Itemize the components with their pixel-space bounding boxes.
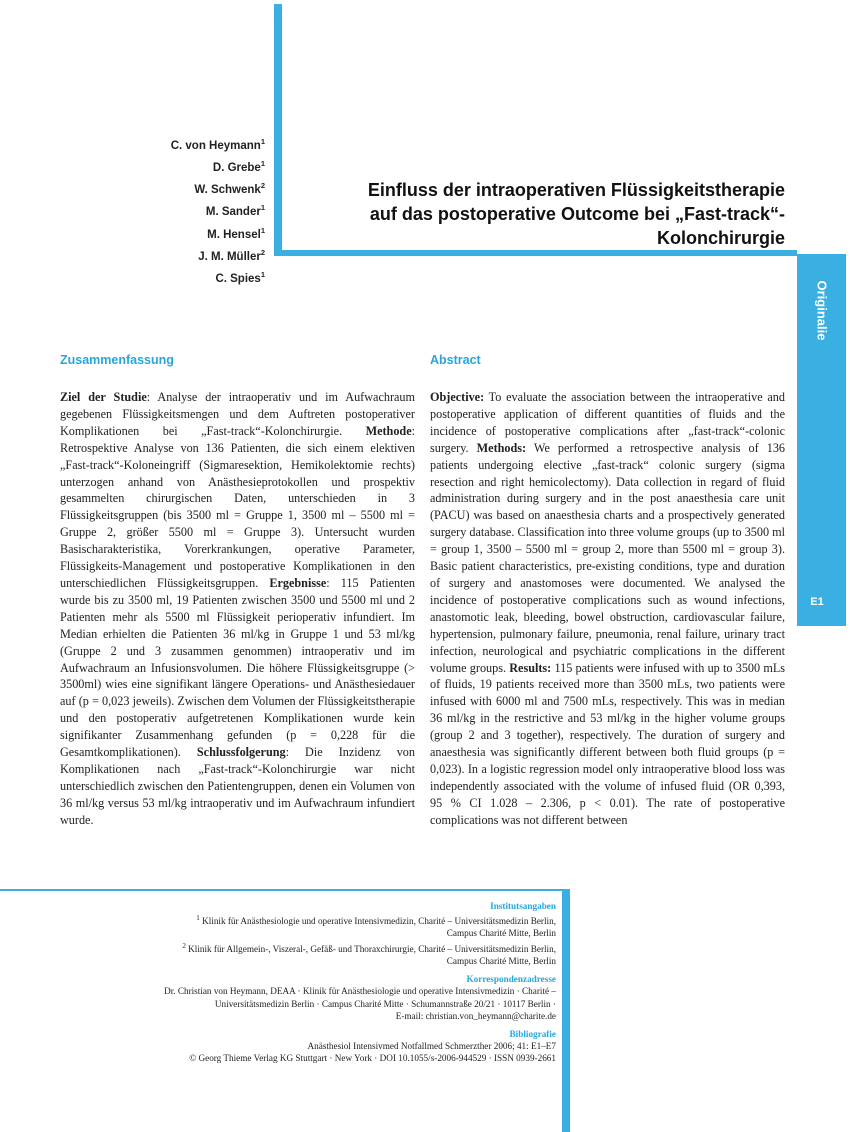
article-title: Einfluss der intraoperativen Flüssigkeitstherapie auf das postoperative Outcome bei „Fast-track“- Kolonchirurgie (367, 180, 785, 248)
header-vertical-bar (274, 4, 282, 256)
info-box-right-bar (562, 889, 570, 1132)
bibliografie-line: © Georg Thieme Verlag KG Stuttgart · New York · DOI 10.1055/s-2006-944529 · ISSN 0939-2661 (189, 1053, 556, 1064)
zusammenfassung-heading: Zusammenfassung (60, 353, 174, 367)
korrespondenz-line: Universitätsmedizin Berlin · Campus Charité Mitte · Schumannstraße 20/21 · 10117 Berlin · (214, 998, 556, 1009)
institut-line: $^2$ Klinik für Allgemein-, Viszeral-, Gefäß- und Thoraxchirurgie, Charité – Universitätsmedizin Berlin, (182, 941, 556, 954)
page-number: E1 (810, 596, 824, 608)
author: W. Schwenk$^2$ (194, 181, 265, 197)
header-horizontal-rule (274, 250, 797, 256)
bibliografie-line: Anästhesiol Intensivmed Notfallmed Schmerzther 2006; 41: E1–E7 (307, 1041, 556, 1052)
korrespondenzadresse-heading: Korrespondenzadresse (466, 974, 556, 985)
institut-line: Campus Charité Mitte, Berlin (446, 955, 556, 966)
abstract-heading: Abstract (430, 353, 481, 367)
info-box-top-rule (0, 889, 570, 891)
institut-line: $^1$ Klinik für Anästhesiologie und operative Intensivmedizin, Charité – Universitätsmedizin Berlin, (196, 914, 556, 927)
author: M. Hensel$^1$ (207, 225, 265, 241)
institutsangaben-heading: Institutsangaben (490, 901, 556, 911)
zusammenfassung-body: Ziel der Studie: Analyse der intraoperativ und im Aufwachraum gegebenen Flüssigkeitsmengen und dem Auftreten postoperativer Komplikationen bei „Fast-track“-Kolonchirurgie. Methode: Retrospektive Analyse von 136 Patienten, die sich einem elektiven „Fast-track“-Koloneingriff (Sigmaresektion, Hemikolektomie rechts) unterzogen anhand von Anästhesieprotokollen und prospektiv gesammelten chirurgischen Daten, unterschieden in 3 Flüssigkeitsgruppen (bis 3500 ml = Gruppe 1, 3500 ml – 5500 ml = Gruppe 2, größer 5500 ml = Gruppe 3). Untersucht wurden Basischarakteristika, Vorerkrankungen, operative Parameter, Flüssigkeits-Management und postoperative Komplikationen in den unterschiedlichen Flüssigkeitsgruppen. Ergebnisse: 115 Patienten wurde bis zu 3500 ml, 19 Patienten zwischen 3500 und 5500 ml und 2 Patienten mehr als 5500 ml Flüssigkeit perioperativ infundiert. Im Median erhielten die Patienten 36 ml/kg in Gruppe 1 und 53 ml/kg (Gruppe 2 und 3 zusammen genommen) intraoperativ und im Aufwachraum an Infusionsvolumen. Die höhere Flüssigkeitsgruppe (> 3500ml) wies eine signifikant längere Operations- und Anästhesiedauer auf (p = 0,023 jeweils). Zwischen dem Volumen der Flüssigkeitstherapie und den postoperativ aufgetretenen Komplikationen wurde kein signifikanter Zusammenhang gefunden (p = 0,228 für die Gesamtkomplikationen). Schlussfolgerung: Die Inzidenz von Komplikationen nach „Fast-track“-Kolonchirurgie war nicht unterschiedlich zwischen den Patientengruppen, denen ein Volumen von 36 ml/kg versus 53 ml/kg intraoperativ und im Aufwachraum infundiert wurde. (60, 390, 415, 827)
author-list (171, 133, 265, 288)
author: C. Spies$^1$ (215, 269, 265, 285)
author: C. von Heymann$^1$ (170, 137, 265, 152)
author: D. Grebe$^1$ (212, 159, 265, 174)
korrespondenz-email[interactable]: E-mail: christian.von_heymann@charite.de (395, 1010, 556, 1021)
article-info-box (36, 900, 556, 1065)
korrespondenz-line: Dr. Christian von Heymann, DEAA · Klinik für Anästhesiologie und operative Intensivmedizin · Charité – (164, 986, 556, 997)
bibliografie-heading: Bibliografie (509, 1028, 556, 1039)
institut-line: Campus Charité Mitte, Berlin (446, 928, 556, 939)
author: M. Sander$^1$ (205, 203, 265, 219)
author: J. M. Müller$^2$ (198, 247, 265, 263)
side-tab-label: Originalie (814, 280, 829, 340)
abstract-body: Objective: To evaluate the association between the intraoperative and postoperative application of different quantities of fluids and the incidence of postoperative complications after „fast-track“-colonic surgery. Methods: We performed a retrospective analysis of 136 patients undergoing elective „fast-track“ colonic surgery (sigma resection and right hemicolectomy). Data collection in regard of fluid administration during surgery and in the post anaesthesia care unit (PACU) was based on anaesthesia charts and a prospectively generated surgery database. Classification into three volume groups (up to 3500 ml = group 1, 3500 – 5500 ml = group 2, more than 5500 ml = group 3). Basic patient characteristics, pre-existing conditions, type and duration of surgery and anastomoses were documented. We analysed the incidence of postoperative complications such as wound infections, anastomotic leak, bleeding, bowel obstruction, cardiovascular failure, hypertension, pulmonary failure, pneumonia, renal failure, urinary tract infection, neurological and psychiatric complications in the different volume groups. Results: 115 patients were infused with up to 3500 mLs of fluids, 19 patients received more than 3500 mLs, two patients were infused with 6000 ml and 7500 mLs, respectively. This was in median 36 ml/kg in the restrictive and 53 ml/kg in the higher volume groups (group 2 and 3 together), respectively. The duration of surgery and anaesthesia was significantly different between both fluid groups (p = 0,023). In a logistic regression model only intraoperative blood loss was independently associated with the volume of infused fluid (OR 0,393, 95 % CI 1.028 – 2.306, p < 0.01). The rate of postoperative complications was not different between (430, 390, 786, 827)
